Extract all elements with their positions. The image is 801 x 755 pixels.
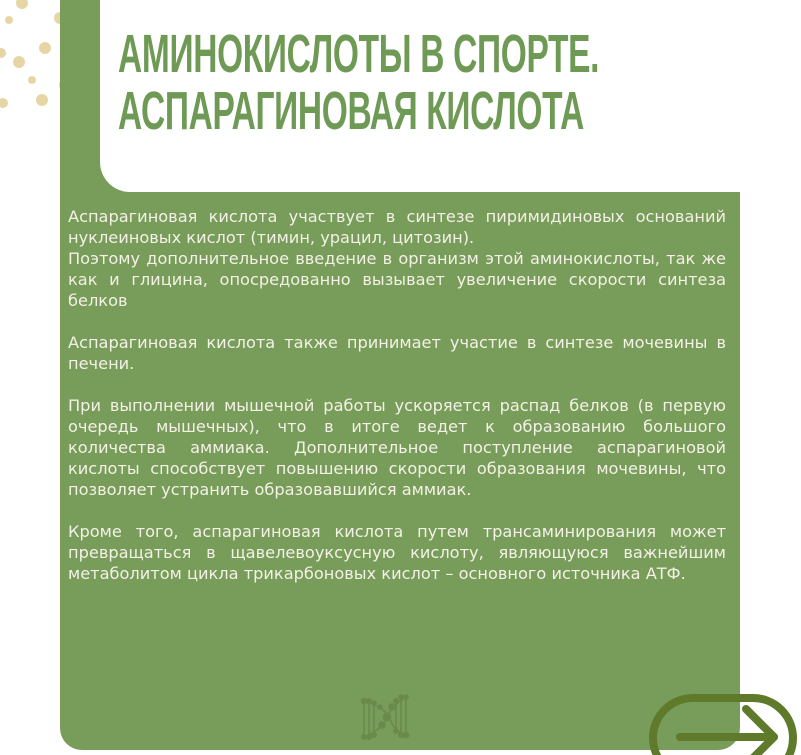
paragraph-5: Кроме того, аспарагиновая кислота путем трансаминирования может превращаться в щавелевоуксусную кислоту, являющуюся важнейшим метаболитом цикла трикарбоновых кислот – основного источника АТФ. bbox=[68, 522, 726, 583]
title-line-1: АМИНОКИСЛОТЫ В СПОРТЕ. bbox=[118, 24, 600, 84]
next-arrow-button[interactable] bbox=[648, 693, 798, 755]
title-line-2: АСПАРАГИНОВАЯ КИСЛОТА bbox=[118, 81, 585, 141]
paragraph-1: Аспарагиновая кислота участвует в синтезе пиримидиновых оснований нуклеиновых кислот (тимин, урацил, цитозин). bbox=[68, 207, 726, 247]
paragraph-2: Поэтому дополнительное введение в организм этой аминокислоты, так же как и глицина, опосредованно вызывает увеличение скорости синтеза белков bbox=[68, 249, 726, 310]
article-body bbox=[68, 206, 726, 605]
dna-icon bbox=[360, 693, 410, 743]
paragraph-4: При выполнении мышечной работы ускоряется распад белков (в первую очередь мышечных), что в итоге ведет к образованию большого количества аммиака. Дополнительное поступление аспарагиновой кислоты способствует повышению скорости образования мочевины, что позволяет устранить образовавшийся аммиак. bbox=[68, 396, 726, 499]
paragraph-3: Аспарагиновая кислота также принимает участие в синтезе мочевины в печени. bbox=[68, 333, 726, 373]
page-title bbox=[118, 26, 599, 140]
